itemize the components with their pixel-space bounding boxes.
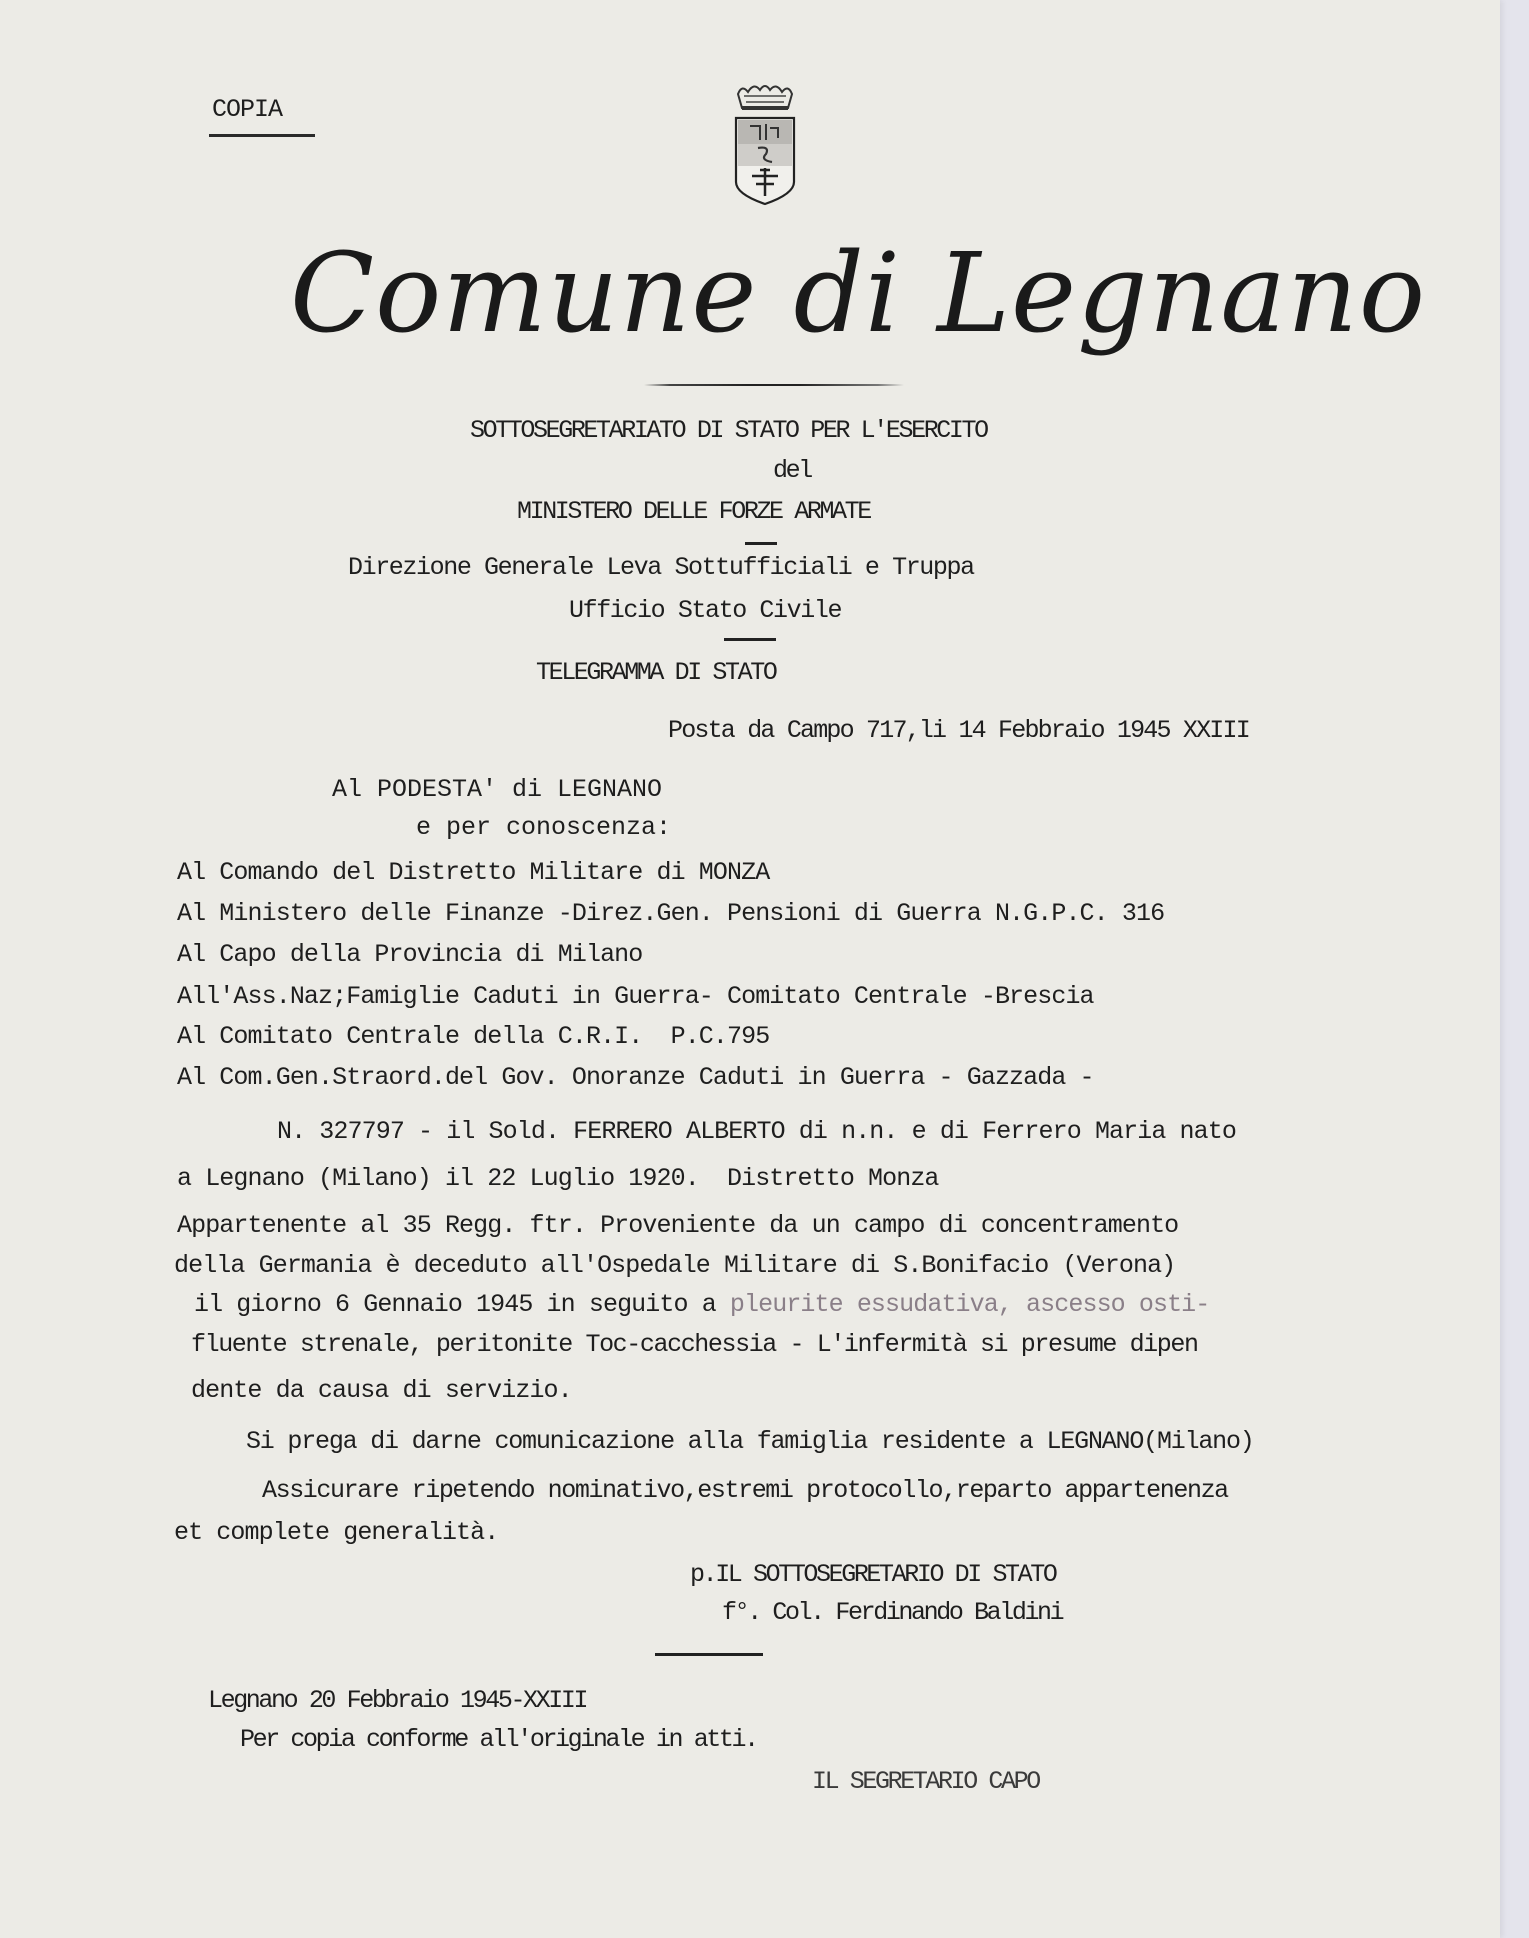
body-line: della Germania è deceduto all'Ospedale Militare di S.Bonifacio (Verona) <box>174 1251 1176 1280</box>
ministry-line-5: Ufficio Stato Civile <box>569 596 842 625</box>
certification-place-date: Legnano 20 Febbraio 1945-XXIII <box>208 1686 587 1715</box>
section-dash <box>724 638 776 641</box>
cc-list-item: Al Capo della Provincia di Milano <box>177 940 643 969</box>
request-line: Si prega di darne comunicazione alla famiglia residente a LEGNANO(Milano) <box>246 1427 1254 1456</box>
instruction-line: et complete generalità. <box>174 1518 499 1547</box>
cc-list-item: Al Ministero delle Finanze -Direz.Gen. Pensioni di Guerra N.G.P.C. 316 <box>177 899 1165 928</box>
cc-list-item: Al Comitato Centrale della C.R.I. P.C.795 <box>177 1022 770 1051</box>
body-line: dente da causa di servizio. <box>191 1376 572 1405</box>
certification-signatory: IL SEGRETARIO CAPO <box>812 1767 1039 1796</box>
ministry-line-4: Direzione Generale Leva Sottufficiali e Truppa <box>348 553 974 582</box>
municipality-title: Comune di Legnano <box>290 229 1427 357</box>
coat-of-arms-icon <box>730 80 800 210</box>
section-dash <box>745 542 777 545</box>
document-type: TELEGRAMMA DI STATO <box>536 658 776 687</box>
copy-mark: COPIA <box>212 95 283 124</box>
addressee-primary: Al PODESTA' di LEGNANO <box>332 775 663 804</box>
cc-list-item: All'Ass.Naz;Famiglie Caduti in Guerra- Comitato Centrale -Brescia <box>177 982 1094 1011</box>
faded-text: pleurite essudativa, ascesso osti- <box>729 1290 1210 1319</box>
ministry-line-3: MINISTERO DELLE FORZE ARMATE <box>517 497 870 526</box>
body-line: Appartenente al 35 Regg. ftr. Proveniente da un campo di concentramento <box>177 1211 1179 1240</box>
body-line: fluente strenale, peritonite Toc-cacchessia - L'infermità si presume dipen <box>191 1330 1198 1359</box>
signature-divider <box>655 1653 763 1656</box>
dateline: Posta da Campo 717,li 14 Febbraio 1945 XXIII <box>668 716 1249 745</box>
signature-title: p.IL SOTTOSEGRETARIO DI STATO <box>690 1560 1056 1589</box>
ministry-line-1: SOTTOSEGRETARIATO DI STATO PER L'ESERCITO <box>470 416 987 445</box>
cc-list-item: Al Comando del Distretto Militare di MONZA <box>177 858 770 887</box>
body-line: N. 327797 - il Sold. FERRERO ALBERTO di n.n. e di Ferrero Maria nato <box>277 1117 1236 1146</box>
ministry-line-2: del <box>773 456 811 485</box>
body-line: a Legnano (Milano) il 22 Luglio 1920. Distretto Monza <box>177 1164 939 1193</box>
title-divider <box>644 384 904 386</box>
addressee-cc-label: e per conoscenza: <box>416 813 672 842</box>
copy-mark-underline <box>209 134 315 137</box>
cc-list-item: Al Com.Gen.Straord.del Gov. Onoranze Caduti in Guerra - Gazzada - <box>177 1063 1094 1092</box>
body-line-segment: il giorno 6 Gennaio 1945 in seguito a <box>194 1290 730 1319</box>
body-line <box>194 1290 1209 1320</box>
signature-name: f°. Col. Ferdinando Baldini <box>722 1598 1063 1627</box>
instruction-line: Assicurare ripetendo nominativo,estremi protocollo,reparto appartenenza <box>262 1476 1228 1505</box>
certification-statement: Per copia conforme all'originale in atti. <box>240 1725 757 1754</box>
